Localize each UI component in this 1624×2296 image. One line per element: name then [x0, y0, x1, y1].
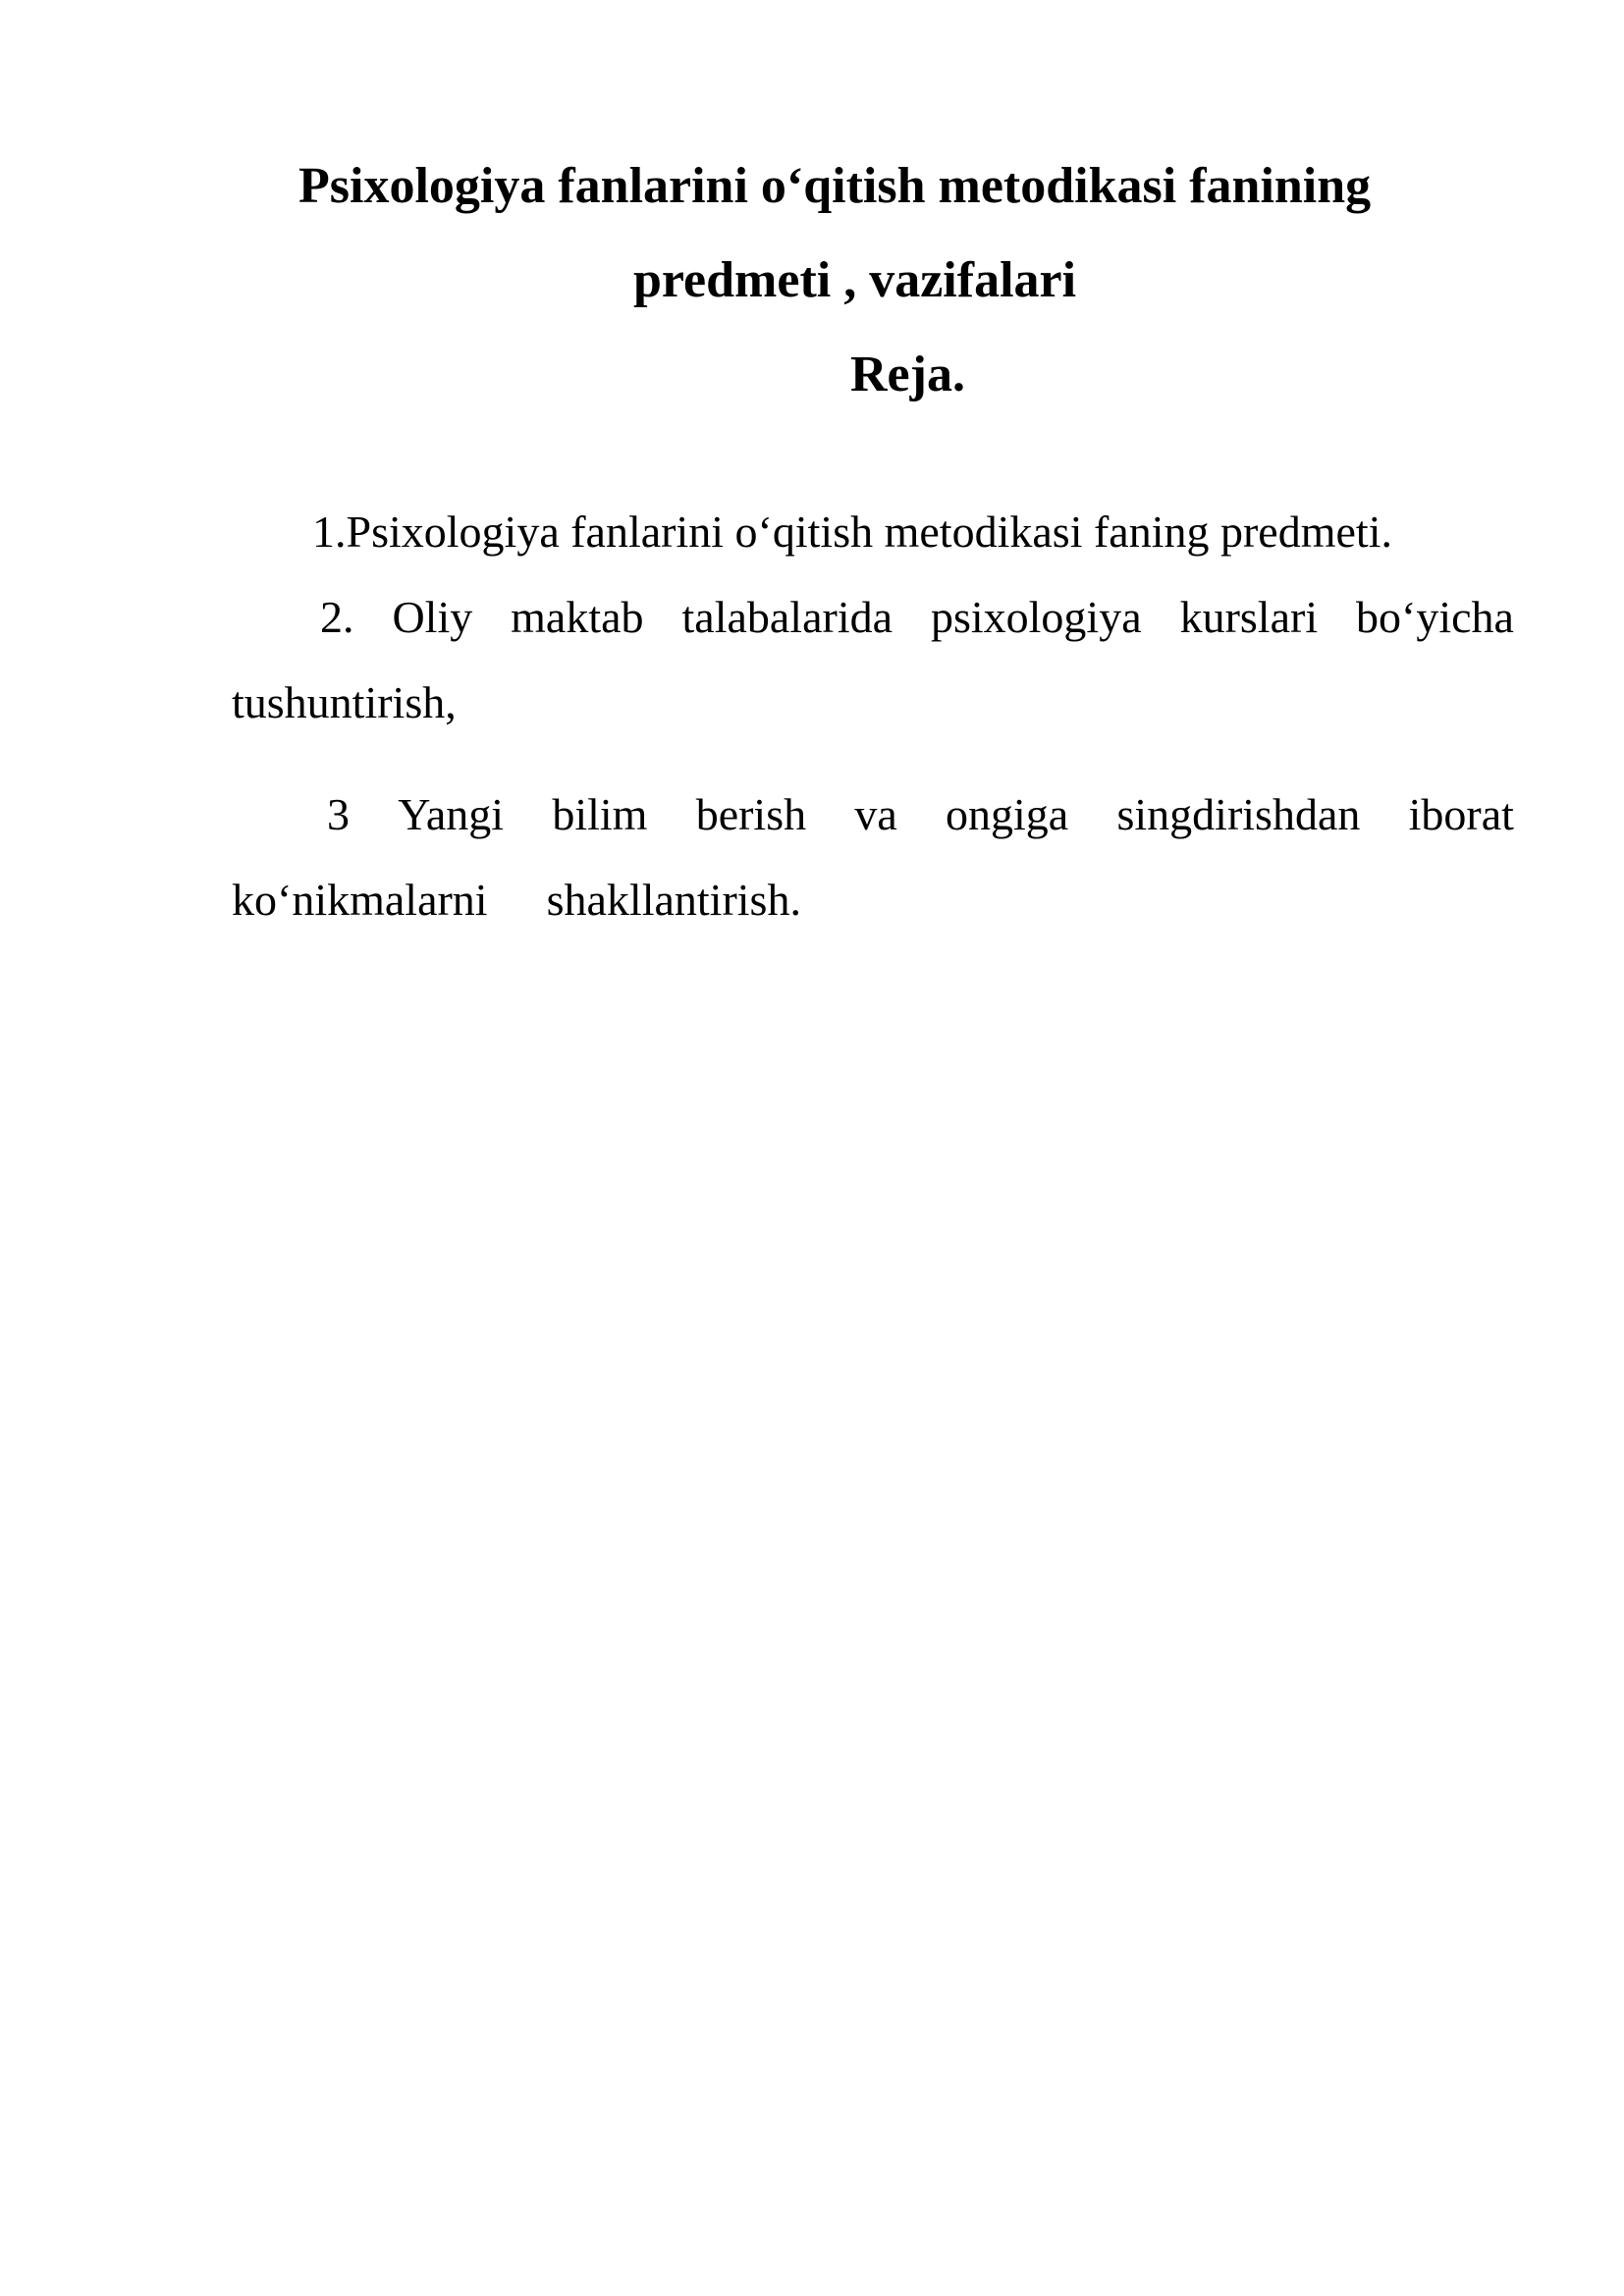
- plan-item-3-cont-word: shakllantirish.: [546, 875, 801, 925]
- document-title-line-2: predmeti , vazifalari: [633, 252, 1077, 308]
- plan-item-2-word: bo‘yicha: [1356, 592, 1514, 642]
- plan-item-1: 1.Psixologiya fanlarini o‘qitish metodikasi faning predmeti.: [312, 507, 1392, 557]
- plan-item-3-word: berish: [695, 789, 807, 839]
- plan-item-3-word: iborat: [1408, 789, 1514, 839]
- plan-item-2-word: talabalarida: [681, 592, 893, 642]
- plan-item-3-word: Yangi: [398, 789, 505, 839]
- plan-item-3-line-2: [232, 873, 1514, 928]
- plan-item-2-word: Oliy: [392, 592, 473, 642]
- document-title-line-1: Psixologiya fanlarini o‘qitish metodikasi fanining: [298, 158, 1372, 214]
- plan-item-3-word: bilim: [552, 789, 648, 839]
- plan-item-2-line-2: tushuntirish,: [232, 677, 457, 727]
- plan-item-2-word: 2.: [320, 592, 354, 642]
- plan-item-2-word: maktab: [511, 592, 644, 642]
- plan-item-3-word: ongiga: [946, 789, 1069, 839]
- plan-item-2-word: psixologiya: [930, 592, 1142, 642]
- plan-item-2-line-1: [320, 590, 1514, 645]
- plan-item-3-line-1: [327, 787, 1514, 842]
- plan-heading: Reja.: [850, 347, 965, 402]
- plan-item-3-word: singdirishdan: [1116, 789, 1361, 839]
- plan-item-3-word: va: [854, 789, 897, 839]
- plan-item-3-word: 3: [327, 789, 350, 839]
- plan-item-2-word: kurslari: [1179, 592, 1319, 642]
- plan-item-3-cont-word: ko‘nikmalarni: [232, 875, 488, 925]
